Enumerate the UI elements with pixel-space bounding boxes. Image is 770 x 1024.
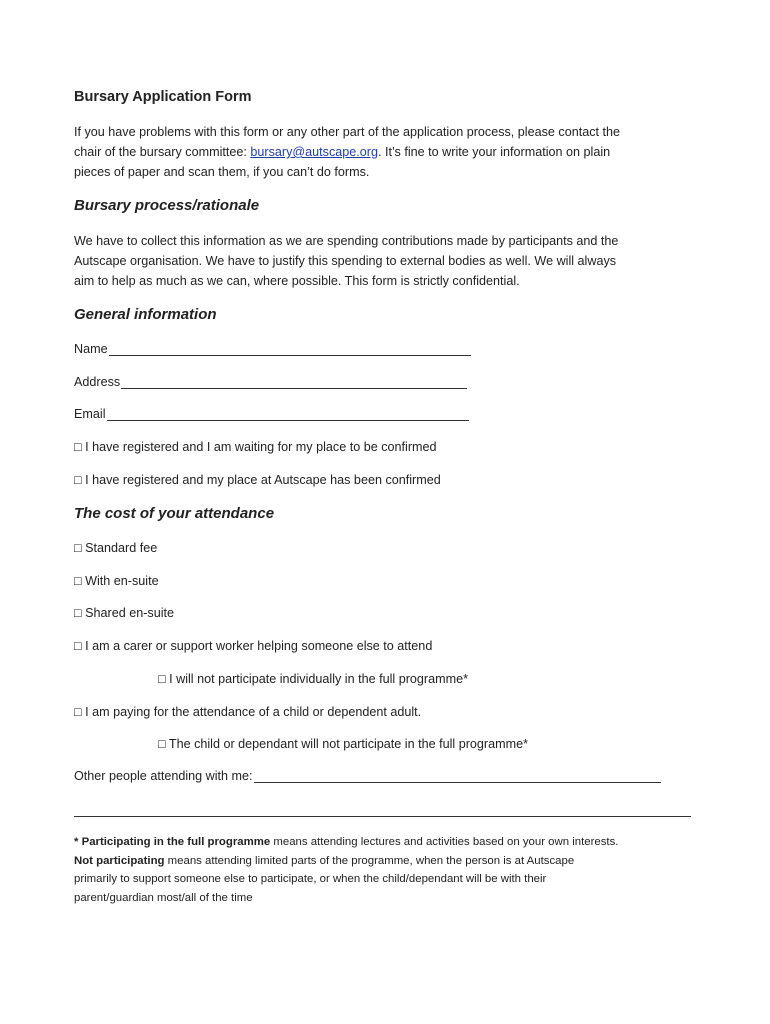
intro-line-1: If you have problems with this form or any other part of the application process, please contact the (74, 125, 621, 139)
name-input-line[interactable] (109, 343, 471, 356)
page-title: Bursary Application Form (74, 89, 252, 105)
intro-line-2 (74, 142, 620, 162)
name-field (74, 342, 471, 356)
general-heading: General information (74, 306, 217, 323)
checkbox-place-confirmed[interactable]: □ I have registered and my place at Autscape has been confirmed (74, 473, 441, 487)
address-input-line[interactable] (121, 376, 467, 389)
checkbox-dependant-not-participating[interactable]: □ The child or dependant will not participate in the full programme* (158, 737, 528, 751)
other-people-label: Other people attending with me: (74, 769, 253, 783)
footnote-line-2-text: means attending limited parts of the programme, when the person is at Autscape (164, 854, 575, 867)
intro-line-2-text: chair of the bursary committee: (74, 145, 251, 159)
footnote-line-1 (74, 833, 618, 852)
intro-line-3: pieces of paper and scan them, if you can’t do forms. (74, 165, 370, 179)
other-people-field (74, 769, 661, 783)
checkbox-shared-ensuite[interactable]: □ Shared en-suite (74, 606, 175, 620)
footnote-line-2 (74, 852, 618, 871)
checkbox-carer[interactable]: □ I am a carer or support worker helping someone else to attend (74, 639, 433, 653)
footnote-line-4: parent/guardian most/all of the time (74, 891, 253, 904)
intro-line-2-tail: . It’s fine to write your information on plain (377, 145, 611, 159)
address-label: Address (74, 375, 121, 389)
footnote-term-participating: * Participating in the full programme (74, 836, 271, 848)
checkbox-waiting-confirmation[interactable]: □ I have registered and I am waiting for my place to be confirmed (74, 440, 437, 454)
process-line-2: Autscape organisation. We have to justify this spending to external bodies as well. We will always (74, 254, 617, 268)
checkbox-with-ensuite[interactable]: □ With en-suite (74, 574, 159, 588)
other-people-input-line[interactable] (254, 770, 661, 783)
process-heading: Bursary process/rationale (74, 197, 260, 214)
checkbox-standard-fee[interactable]: □ Standard fee (74, 541, 158, 555)
intro-paragraph (74, 122, 620, 182)
footnote-line-3: primarily to support someone else to participate, or when the child/dependant will be with their (74, 873, 547, 885)
checkbox-carer-not-participating[interactable]: □ I will not participate individually in the full programme* (158, 672, 468, 686)
committee-email-link[interactable]: bursary@autscape.org (250, 145, 378, 159)
checkbox-paying-for-dependent[interactable]: □ I am paying for the attendance of a child or dependent adult. (74, 705, 422, 719)
other-people-second-line[interactable] (74, 816, 691, 817)
process-paragraph (74, 231, 618, 291)
name-label: Name (74, 342, 108, 356)
process-line-3: aim to help as much as we can, where possible. This form is strictly confidential. (74, 274, 520, 288)
email-input-line[interactable] (107, 408, 469, 421)
address-field (74, 375, 467, 389)
email-field (74, 407, 469, 421)
footnote-line-1-text: means attending lectures and activities based on your own interests. (270, 836, 619, 848)
footnote (74, 833, 618, 907)
cost-heading: The cost of your attendance (74, 505, 275, 522)
footnote-term-not-participating: Not participating (74, 854, 165, 867)
process-line-1: We have to collect this information as we are spending contributions made by participants and the (74, 234, 619, 248)
email-label: Email (74, 407, 106, 421)
